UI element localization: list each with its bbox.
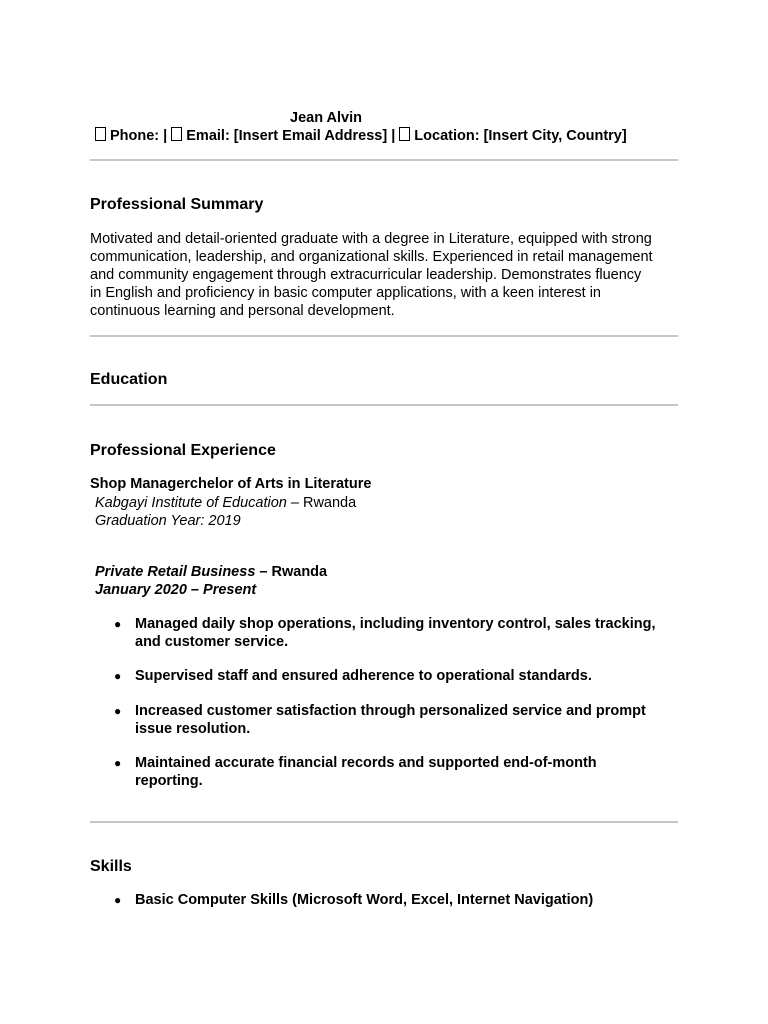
summary-line: communication, leadership, and organizational skills. Experienced in retail management: [90, 249, 653, 265]
bullet-text: Basic Computer Skills (Microsoft Word, Excel, Internet Navigation): [135, 892, 594, 908]
summary-heading: Professional Summary: [90, 196, 264, 213]
contact-line: [95, 127, 627, 145]
bullet-text: reporting.: [135, 773, 203, 789]
institution-line: [95, 494, 356, 512]
phone-label: Phone: |: [110, 128, 168, 144]
bullet-text: Increased customer satisfaction through personalized service and prompt: [135, 703, 646, 719]
summary-text: [90, 230, 682, 320]
bullet-text: Managed daily shop operations, including inventory control, sales tracking,: [135, 616, 656, 632]
divider-summary: [90, 335, 678, 337]
experience-heading: Professional Experience: [90, 442, 276, 459]
employment-dates: January 2020 – Present: [95, 582, 257, 598]
employer-line: [95, 563, 327, 581]
institution-location: – Rwanda: [286, 495, 357, 511]
summary-line: Motivated and detail-oriented graduate with a degree in Literature, equipped with strong: [90, 231, 652, 247]
job-title: Shop Managerchelor of Arts in Literature: [90, 476, 372, 492]
divider-education: [90, 404, 678, 406]
institution-name: Kabgayi Institute of Education: [95, 495, 287, 511]
graduation-year: Graduation Year: 2019: [95, 513, 241, 529]
summary-line: continuous learning and personal development.: [90, 303, 395, 319]
summary-line: in English and proficiency in basic computer applications, with a keen interest in: [90, 285, 601, 301]
bullet-text: and customer service.: [135, 634, 289, 650]
phone-icon: [95, 127, 106, 141]
summary-line: and community engagement through extracurricular leadership. Demonstrates fluency: [90, 267, 642, 283]
divider-experience: [90, 821, 678, 823]
bullet-icon: ●: [114, 756, 122, 770]
bullet-icon: ●: [114, 617, 122, 631]
bullet-icon: ●: [114, 893, 122, 907]
bullet-text: Maintained accurate financial records and supported end-of-month: [135, 755, 597, 771]
bullet-text: Supervised staff and ensured adherence to operational standards.: [135, 668, 592, 684]
employer-location: – Rwanda: [255, 564, 328, 580]
skills-heading: Skills: [90, 858, 132, 875]
location-label: Location: [Insert City, Country]: [414, 128, 627, 144]
bullet-text: issue resolution.: [135, 721, 251, 737]
candidate-name: Jean Alvin: [290, 110, 362, 126]
email-icon: [171, 127, 182, 141]
bullet-icon: ●: [114, 704, 122, 718]
email-label: Email: [Insert Email Address] |: [186, 128, 396, 144]
education-heading: Education: [90, 371, 168, 388]
location-icon: [399, 127, 410, 141]
employer-name: Private Retail Business: [95, 564, 256, 580]
divider-header: [90, 159, 678, 161]
bullet-icon: ●: [114, 669, 122, 683]
